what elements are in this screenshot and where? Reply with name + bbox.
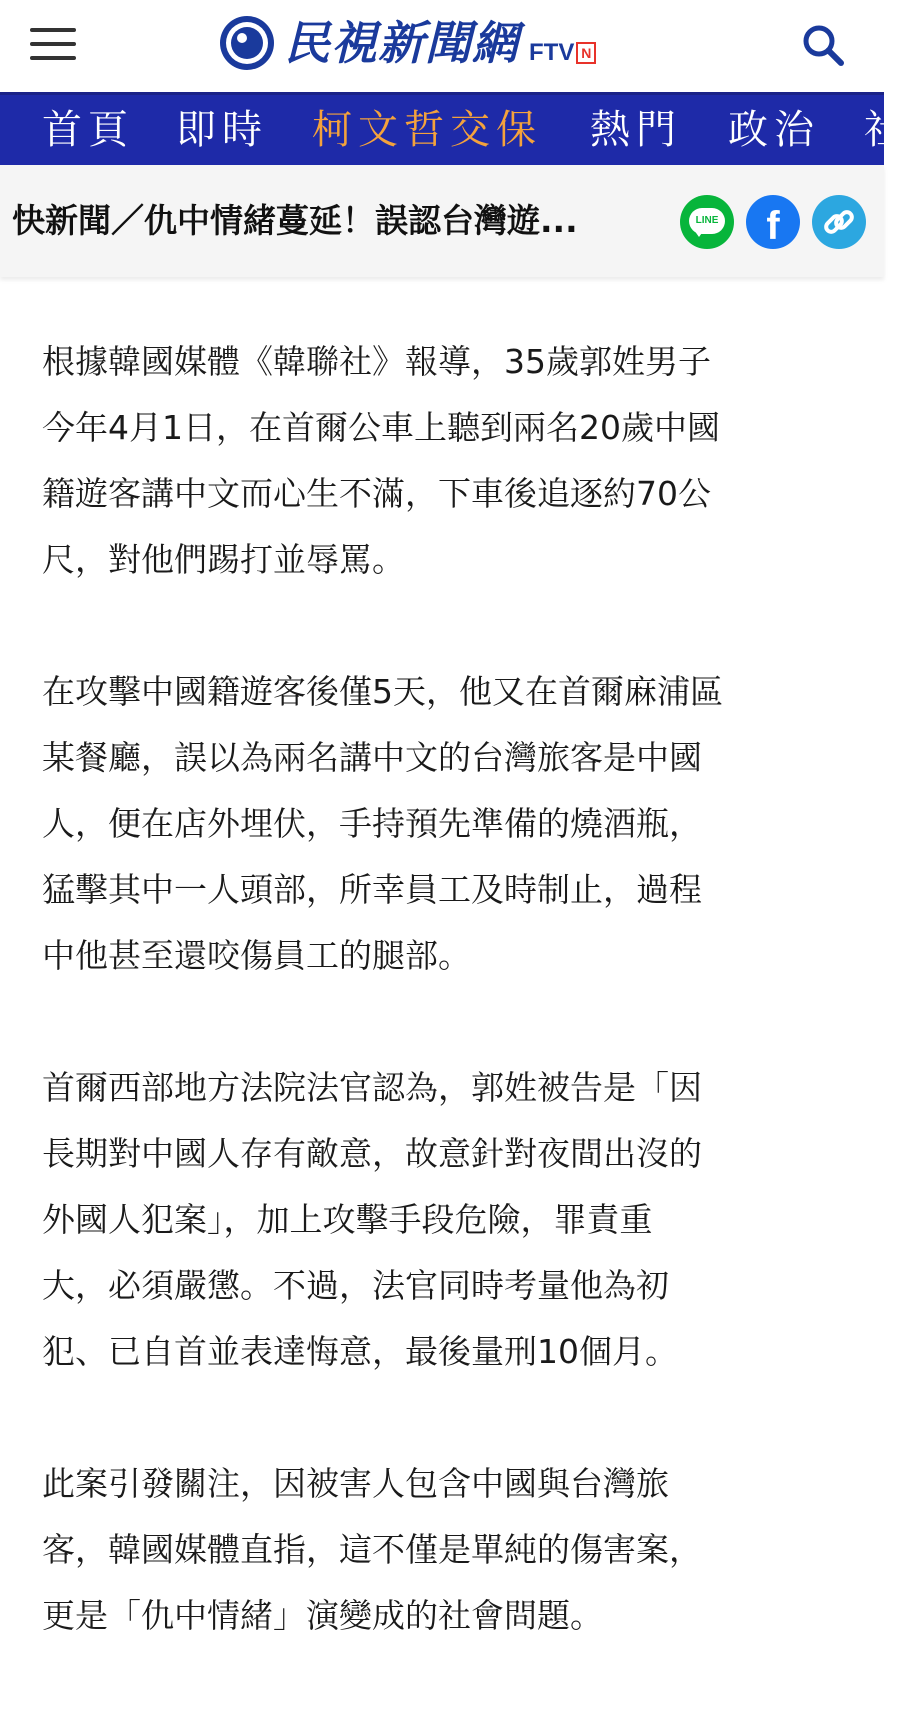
logo-n-box: N xyxy=(576,42,596,64)
logo-ftv-mark xyxy=(529,39,596,67)
paragraph-line: 人，便在店外埋伏，手持預先準備的燒酒瓶， xyxy=(42,804,702,843)
paragraph-line: 某餐廳，誤以為兩名講中文的台灣旅客是中國 xyxy=(42,738,702,777)
paragraph-line: 大，必須嚴懲。不過，法官同時考量他為初 xyxy=(42,1266,669,1305)
paragraph-line: 外國人犯案」，加上攻擊手段危險，罪責重 xyxy=(42,1200,653,1239)
article-paragraph xyxy=(42,1055,842,1385)
hamburger-menu-icon[interactable] xyxy=(30,26,76,62)
copy-link-button[interactable] xyxy=(812,195,866,249)
nav-item-realtime[interactable]: 即時 xyxy=(176,107,268,153)
article-paragraph xyxy=(42,659,842,989)
article-paragraph xyxy=(42,1451,842,1649)
paragraph-line: 首爾西部地方法院法官認為，郭姓被告是「因 xyxy=(42,1068,702,1107)
paragraph-line: 此案引發關注，因被害人包含中國與台灣旅 xyxy=(42,1464,669,1503)
copy-link-icon xyxy=(812,195,866,249)
paragraph-line: 客，韓國媒體直指，這不僅是單純的傷害案， xyxy=(42,1530,702,1569)
nav-item-ko-wen-je-bail[interactable]: 柯文哲交保 xyxy=(312,107,542,153)
paragraph-line: 今年4月1日，在首爾公車上聽到兩名20歲中國 xyxy=(42,408,720,447)
article-title: 快新聞／仇中情緒蔓延！誤認台灣遊... xyxy=(12,201,578,240)
nav-item-society[interactable]: 社 xyxy=(864,107,910,153)
paragraph-line: 猛擊其中一人頭部，所幸員工及時制止，過程 xyxy=(42,870,702,909)
article-title-bar xyxy=(0,165,884,277)
paragraph-line: 中他甚至還咬傷員工的腿部。 xyxy=(42,936,471,975)
paragraph-line: 更是「仇中情緒」演變成的社會問題。 xyxy=(42,1596,603,1635)
logo-ftv-text: FTV xyxy=(529,39,575,66)
paragraph-line: 在攻擊中國籍遊客後僅5天，他又在首爾麻浦區 xyxy=(42,672,723,711)
paragraph-line: 尺，對他們踢打並辱罵。 xyxy=(42,540,405,579)
site-header xyxy=(0,0,884,92)
nav-item-politics[interactable]: 政治 xyxy=(728,107,820,153)
article-paragraph xyxy=(42,329,842,593)
category-nav xyxy=(0,92,910,165)
line-share-button[interactable] xyxy=(680,195,734,249)
paragraph-line: 籍遊客講中文而心生不滿，下車後追逐約70公 xyxy=(42,474,711,513)
paragraph-line: 犯、已自首並表達悔意，最後量刑10個月。 xyxy=(42,1332,678,1371)
facebook-share-button[interactable] xyxy=(746,195,800,249)
ftv-eye-logo-icon xyxy=(218,14,276,72)
site-logo[interactable] xyxy=(218,10,596,76)
search-icon[interactable] xyxy=(800,22,846,68)
facebook-share-icon: f xyxy=(766,204,780,248)
paragraph-line: 根據韓國媒體《韓聯社》報導，35歲郭姓男子 xyxy=(42,342,711,381)
nav-item-popular[interactable]: 熱門 xyxy=(590,107,682,153)
logo-text: 民視新聞網 xyxy=(284,16,519,70)
nav-item-home[interactable]: 首頁 xyxy=(42,107,134,153)
line-share-label: LINE xyxy=(695,215,719,226)
paragraph-line: 長期對中國人存有敵意，故意針對夜間出沒的 xyxy=(42,1134,702,1173)
